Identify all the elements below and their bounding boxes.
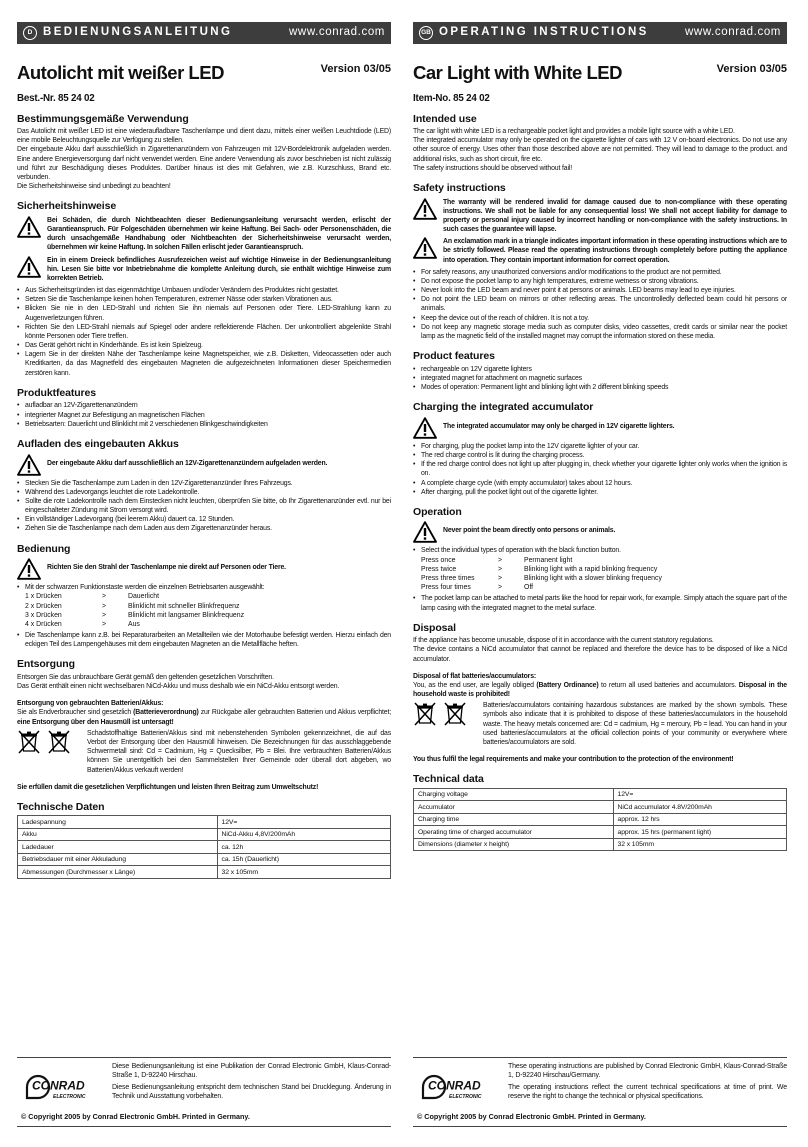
- warning-triangle-icon: [413, 521, 437, 543]
- footer-english: [413, 1057, 787, 1127]
- document-title: Car Light with White LED: [413, 62, 622, 83]
- table-row: [414, 788, 787, 801]
- operation-modes: [421, 556, 787, 593]
- operation-mode-row: [421, 583, 787, 592]
- language-flag-icon: GB: [419, 26, 433, 40]
- heading-operation: Bedienung: [17, 542, 71, 555]
- text-span: zur Rückgabe aller gebrauchten Batterien und Akkus verpflichtet;: [200, 709, 391, 717]
- table-cell: ca. 12h: [217, 841, 390, 854]
- table-row: [414, 801, 787, 814]
- list-item: • Select the individual types of operation with the black function button.: [413, 546, 787, 555]
- mode-arrow: >: [498, 556, 503, 564]
- warning-triangle-icon: [17, 454, 41, 476]
- features-list: [17, 401, 391, 429]
- list-item: • Richten Sie den LED-Strahl niemals auf Spiegel oder andere reflektierende Flächen. Der unkontrolliert abgelenkte Strahl könnte Personen oder Tiere treffen.: [17, 323, 391, 341]
- footer-text: Diese Bedienungsanleitung ist eine Publikation der Conrad Electronic GmbH, Klaus-Conrad-Straße 1, D-92240 Hirschau.: [112, 1063, 391, 1080]
- heading-technical-data: Technische Daten: [17, 800, 105, 813]
- mode-value: Blinking light with a rapid blinking frequency: [524, 565, 658, 573]
- text-span: to return all used batteries and accumulators.: [601, 681, 737, 689]
- list-item: • Do not keep any magnetic storage media such as computer disks, video cassettes, credit cards or similar near the pocket lamp as the magnetic field of the installed magnet may corrupt the information stored on these media.: [413, 323, 787, 341]
- paragraph: Batteries/accumulators containing hazardous substances are marked by the shown symbols. These symbols also indicate that it is prohibited to dispose of these batteries/accumulators in the household waste. The heavy metals concerned are: Cd = cadmium, Hg = mercury, Pb = lead. You can hand in your used batteries/accumulators at the official collection points of your community or everywhere where batteries/accumulators are sold.: [483, 702, 787, 746]
- table-cell: Betriebsdauer mit einer Akkuladung: [18, 853, 218, 866]
- battery-disposal-heading: Disposal of flat batteries/accumulators:: [413, 672, 537, 680]
- text-span: Sie als Endverbraucher sind gesetzlich: [17, 709, 132, 717]
- list-item: • Setzen Sie die Taschenlampe keinen hohen Temperaturen, extremer Nässe oder starken Vibrationen aus.: [17, 295, 391, 304]
- warning-text: An exclamation mark in a triangle indicates important information in these operating instructions which are to be strictly followed. Please read the operating instructions through completely before putting the appliance into operation. They contain important information for correct operation.: [443, 238, 787, 264]
- mode-arrow: >: [102, 611, 107, 619]
- version-label: Version 03/05: [320, 63, 391, 75]
- operation-modes: [25, 592, 391, 629]
- list-item: • Ein vollständiger Ladevorgang (bei leerem Akku) dauert ca. 12 Stunden.: [17, 515, 391, 524]
- footer-german: [17, 1057, 391, 1127]
- table-row: [18, 853, 391, 866]
- table-row: [414, 838, 787, 851]
- table-row: [414, 826, 787, 839]
- warning-text: Ein in einem Dreieck befindliches Ausrufezeichen weist auf wichtige Hinweise in der Bedienungsanleitung hin. Lesen Sie bitte vor Inbetriebnahme die komplette Anleitung durch, sie enthält wichtige Hinweise zum korrekten Betrieb.: [47, 256, 391, 282]
- list-item: • rechargeable on 12V cigarette lighters: [413, 365, 787, 374]
- conrad-logo: [413, 1062, 508, 1112]
- paragraph: Der eingebaute Akku darf ausschließlich in Zigarettenanzündern von Fahrzeugen mit 12V-Bordelektronik aufgeladen werden. Eine andere Energieversorgung darf nicht verwendet werden. Eine andere Verwendung als zuvor beschrieben ist nicht zulässig und führt zur Beschädigung dieses Produktes. Darüber hinaus ist dies mit Gefahren, wie z.B. Kurzschluss, Brand etc. verbunden.: [17, 146, 391, 181]
- operation-mode-row: [25, 611, 391, 620]
- operation-mode-row: [25, 620, 391, 629]
- svg-text:CONRAD: CONRAD: [31, 1078, 85, 1093]
- table-cell: ca. 15h (Dauerlicht): [217, 853, 390, 866]
- item-number: Best.-Nr. 85 24 02: [17, 92, 95, 104]
- paragraph: The car light with white LED is a rechargeable pocket light and provides a mobile light source with a white LED.: [413, 128, 735, 136]
- mode-value: Permanent light: [524, 556, 573, 564]
- crossed-bin-icon: [413, 701, 437, 727]
- list-item: • For charging, plug the pocket lamp into the 12V cigarette lighter of your car.: [413, 442, 787, 451]
- closing-statement: You thus fulfil the legal requirements and make your contribution to the protection of the environment!: [413, 756, 734, 764]
- tech-data-table: [17, 815, 391, 879]
- heading-safety: Sicherheitshinweise: [17, 200, 117, 213]
- table-cell: Accumulator: [414, 801, 614, 814]
- list-item: • Während des Ladevorgangs leuchtet die rote Ladekontrolle.: [17, 488, 391, 497]
- list-item: • Lagern Sie in der direkten Nähe der Taschenlampe keine Magnetspeicher, wie z.B. Disketten, Videocassetten oder auch Kreditkarten, da das Magnetfeld des eingebauten Magneten die aufgezeichneten Informationen dieser Speichermedien zerstören kann.: [17, 350, 391, 378]
- table-cell: Dimensions (diameter x height): [414, 838, 614, 851]
- list-item: • The pocket lamp can be attached to metal parts like the hood for repair work, for example. Simply attach the square part of the lamp casing with the integrated magnet to the metal surface.: [413, 594, 787, 612]
- heading-operation: Operation: [413, 505, 462, 518]
- list-item: • Aus Sicherheitsgründen ist das eigenmächtige Umbauen und/oder Verändern des Produktes nicht gestattet.: [17, 286, 391, 295]
- list-item: • Betriebsarten: Dauerlicht und Blinklicht mit 2 verschiedenen Blinkgeschwindigkeiten: [17, 420, 391, 429]
- mode-value: Off: [524, 584, 534, 592]
- mode-value: Aus: [128, 620, 140, 628]
- list-item: • Do not point the LED beam on mirrors or other reflecting areas. The uncontrolledly deflected beam could hit persons or animals.: [413, 295, 787, 313]
- mode-arrow: >: [102, 602, 107, 610]
- list-item: • Sollte die rote Ladekontrolle nach dem Einstecken nicht leuchten, überprüfen Sie bitte, ob Ihr Zigarettenanzünder evtl. nur bei eingeschalteter Zündung mit Strom versorgt wird.: [17, 497, 391, 515]
- list-item: • If the red charge control does not light up after plugging in, check whether your cigarette lighter only works when the ignition is on.: [413, 460, 787, 478]
- table-row: [18, 816, 391, 829]
- paragraph: [413, 681, 787, 699]
- table-row: [18, 828, 391, 841]
- paragraph: [17, 708, 391, 726]
- crossed-bin-icon: [443, 701, 467, 727]
- svg-text:CONRAD: CONRAD: [427, 1078, 481, 1093]
- header-band: [413, 22, 787, 44]
- table-cell: approx. 12 hrs: [613, 813, 786, 826]
- mode-arrow: >: [102, 593, 107, 601]
- mode-key: Press four times: [421, 584, 471, 592]
- features-list: [413, 365, 787, 393]
- warning-text: The warranty will be rendered invalid for damage caused due to non-compliance with these operating instructions. We shall not be liable for any consequential loss! We shall not accept liability for damage to property or personal injury caused by incorrect handling or non-compliance with the safety instructions. In such cases the guarantee will lapse.: [443, 198, 787, 234]
- crossed-bin-icon: [47, 729, 71, 755]
- mode-arrow: >: [102, 620, 107, 628]
- list-item: • For safety reasons, any unauthorized conversions and/or modifications to the product are not permitted.: [413, 268, 787, 277]
- heading-intended-use: Intended use: [413, 112, 477, 125]
- operation-mode-row: [421, 574, 787, 583]
- svg-text:ELECTRONIC: ELECTRONIC: [52, 1094, 85, 1100]
- list-item: • Ziehen Sie die Taschenlampe nach dem Laden aus dem Zigarettenanzünder heraus.: [17, 524, 391, 533]
- footer-text: The operating instructions reflect the current technical specifications at time of print. We reserve the right to change the technical or physical specifications.: [508, 1083, 787, 1100]
- conrad-logo: [17, 1062, 112, 1112]
- text-span: Disposal in the household waste is prohibited!: [413, 681, 787, 699]
- heading-charging: Aufladen des eingebauten Akkus: [17, 437, 179, 450]
- warning-triangle-icon: [413, 417, 437, 439]
- charging-list: [413, 442, 787, 497]
- table-cell: 12V=: [217, 816, 390, 829]
- heading-intended-use: Bestimmungsgemäße Verwendung: [17, 112, 189, 125]
- heading-disposal: Disposal: [413, 621, 456, 634]
- heading-safety: Safety instructions: [413, 181, 506, 194]
- footer-text: These operating instructions are published by Conrad Electronic GmbH, Klaus-Conrad-Straße 1, D-92240 Hirschau/Germany.: [508, 1063, 787, 1080]
- table-cell: 32 x 105mm: [613, 838, 786, 851]
- tech-data-table: [413, 788, 787, 852]
- language-flag-icon: D: [23, 26, 37, 40]
- heading-charging: Charging the integrated accumulator: [413, 401, 594, 414]
- list-item: • Do not expose the pocket lamp to any high temperatures, extreme wetness or strong vibrations.: [413, 277, 787, 286]
- table-cell: 12V=: [613, 788, 786, 801]
- table-cell: NiCd-Akku 4,8V/200mAh: [217, 828, 390, 841]
- mode-key: Press three times: [421, 574, 475, 582]
- band-title: OPERATING INSTRUCTIONS: [439, 26, 649, 39]
- footer-text: Diese Bedienungsanleitung entspricht dem technischen Stand bei Drucklegung. Änderung in Technik und Ausstattung vorbehalten.: [112, 1083, 391, 1100]
- operation-mode-row: [421, 565, 787, 574]
- column-english: [413, 22, 787, 851]
- mode-key: Press once: [421, 556, 456, 564]
- charging-list: [17, 479, 391, 534]
- crossed-bin-icon: [17, 729, 41, 755]
- text-span: You, as the end user, are legally obliged: [413, 681, 534, 689]
- table-cell: Operating time of charged accumulator: [414, 826, 614, 839]
- copyright: © Copyright 2005 by Conrad Electronic GmbH. Printed in Germany.: [417, 1112, 646, 1122]
- warning-text: Richten Sie den Strahl der Taschenlampe nie direkt auf Personen oder Tiere.: [47, 564, 286, 572]
- list-item: • Blicken Sie nie in den LED-Strahl und richten Sie ihn niemals auf Personen oder Tiere. LED-Strahlung kann zu Augenverletzungen führen.: [17, 304, 391, 322]
- document-title: Autolicht mit weißer LED: [17, 62, 224, 83]
- warning-triangle-icon: [17, 558, 41, 580]
- list-item: • Mit der schwarzen Funktionstaste werden die einzelnen Betriebsarten ausgewählt:: [17, 583, 391, 592]
- band-title: BEDIENUNGSANLEITUNG: [43, 26, 233, 39]
- mode-value: Dauerlicht: [128, 593, 160, 601]
- column-german: [17, 22, 391, 879]
- paragraph: Die Sicherheitshinweise sind unbedingt zu beachten!: [17, 183, 171, 191]
- paragraph: Das Gerät enthält einen nicht wechselbaren NiCd-Akku und muss deshalb wie ein NiCd-Akku entsorgt werden.: [17, 683, 340, 691]
- operation-list: [413, 546, 787, 555]
- item-number: Item-No. 85 24 02: [413, 92, 490, 104]
- warning-triangle-icon: [413, 237, 437, 259]
- table-cell: Abmessungen (Durchmesser x Länge): [18, 866, 218, 879]
- list-item: • After charging, pull the pocket light out of the cigarette lighter.: [413, 488, 787, 497]
- table-cell: NiCd accumulator 4.8V/200mAh: [613, 801, 786, 814]
- operation-mode-row: [421, 556, 787, 565]
- mode-arrow: >: [498, 584, 503, 592]
- list-item: • A complete charge cycle (with empty accumulator) takes about 12 hours.: [413, 479, 787, 488]
- text-span: (Battery Ordinance): [536, 681, 599, 689]
- list-item: • integrierter Magnet zur Befestigung an magnetischen Flächen: [17, 411, 391, 420]
- safety-list: [17, 286, 391, 378]
- list-item: • Keep the device out of the reach of children. It is not a toy.: [413, 314, 787, 323]
- list-item: • The red charge control is lit during the charging process.: [413, 451, 787, 460]
- website-url[interactable]: www.conrad.com: [289, 26, 385, 39]
- closing-statement: Sie erfüllen damit die gesetzlichen Verpflichtungen und leisten Ihren Beitrag zum Umweltschutz!: [17, 783, 319, 791]
- mode-key: 1 x Drücken: [25, 593, 62, 601]
- list-item: • aufladbar an 12V-Zigarettenanzündern: [17, 401, 391, 410]
- operation-mode-row: [25, 602, 391, 611]
- list-item: • integrated magnet for attachment on magnetic surfaces: [413, 374, 787, 383]
- heading-disposal: Entsorgung: [17, 658, 75, 671]
- text-span: (Batterieverordnung): [133, 709, 199, 717]
- table-row: [18, 866, 391, 879]
- version-label: Version 03/05: [716, 63, 787, 75]
- warning-triangle-icon: [413, 198, 437, 220]
- list-item: • Stecken Sie die Taschenlampe zum Laden in den 12V-Zigarettenanzünder Ihres Fahrzeugs.: [17, 479, 391, 488]
- list-item: • Modes of operation: Permanent light and blinking light with 2 different blinking speeds: [413, 383, 787, 392]
- table-row: [18, 841, 391, 854]
- mode-key: 4 x Drücken: [25, 620, 62, 628]
- mode-key: 2 x Drücken: [25, 602, 62, 610]
- paragraph: The device contains a NiCd accumulator that cannot be replaced and therefore the device has to be disposed of like a NiCd accumulator.: [413, 646, 787, 663]
- paragraph: Das Autolicht mit weißer LED ist eine wiederaufladbare Taschenlampe und dient dazu, mittels einer weißen Leuchtdiode (LED) eine mobile Beleuchtungsquelle zur Verfügung zu stellen.: [17, 128, 391, 145]
- heading-features: Product features: [413, 350, 495, 363]
- mode-value: Blinklicht mit schneller Blinkfrequenz: [128, 602, 240, 610]
- mode-arrow: >: [498, 574, 503, 582]
- paragraph: Schadstoffhaltige Batterien/Akkus sind mit nebenstehenden Symbolen gekennzeichnet, die auf das Verbot der Entsorgung über den Hausmüll hinweisen. Die Bezeichnungen für das ausschlaggebende Schwermetall sind: Cd = Cadmium, Hg = Quecksilber, Pb = Blei. Ihre verbrauchten Batterien/Akkus können Sie unentgeltlich bei den Sammelstellen Ihrer Gemeinde oder überall dort abgeben, wo Batterien/Akkus verkauft werden!: [87, 729, 391, 774]
- table-cell: Charging voltage: [414, 788, 614, 801]
- warning-text: Der eingebaute Akku darf ausschließlich an 12V-Zigarettenanzündern aufgeladen werden.: [47, 459, 328, 467]
- heading-technical-data: Technical data: [413, 773, 484, 786]
- paragraph: If the appliance has become unusable, dispose of it in accordance with the current statutory regulations.: [413, 637, 714, 645]
- conrad-logo-icon: [419, 1073, 503, 1101]
- table-row: [414, 813, 787, 826]
- mode-value: Blinklicht mit langsamer Blinkfrequenz: [128, 611, 245, 619]
- warning-text: The integrated accumulator may only be charged in 12V cigarette lighters.: [443, 422, 675, 430]
- paragraph: Entsorgen Sie das unbrauchbare Gerät gemäß den geltenden gesetzlichen Vorschriften.: [17, 673, 274, 681]
- table-cell: 32 x 105mm: [217, 866, 390, 879]
- text-span: eine Entsorgung über den Hausmüll ist untersagt!: [17, 718, 174, 726]
- header-band: [17, 22, 391, 44]
- list-item: • Die Taschenlampe kann z.B. bei Reparaturarbeiten an Metallteilen wie der Motorhaube befestigt werden. Hierzu einfach den eckigen Teil des Lampengehäuses mit dem eingebauten Magneten an die Metallfläche heften.: [17, 631, 391, 649]
- mode-key: Press twice: [421, 565, 457, 573]
- svg-text:ELECTRONIC: ELECTRONIC: [448, 1094, 481, 1100]
- heading-features: Produktfeatures: [17, 386, 97, 399]
- paragraph: The safety instructions should be observed without fail!: [413, 164, 572, 172]
- table-cell: Akku: [18, 828, 218, 841]
- copyright: © Copyright 2005 by Conrad Electronic GmbH. Printed in Germany.: [21, 1112, 250, 1122]
- list-item: • Never look into the LED beam and never point it at persons or animals. LED beams may lead to eye injuries.: [413, 286, 787, 295]
- warning-triangle-icon: [17, 216, 41, 238]
- list-item: • Das Gerät gehört nicht in Kinderhände. Es ist kein Spielzeug.: [17, 341, 391, 350]
- table-cell: Charging time: [414, 813, 614, 826]
- mode-arrow: >: [498, 565, 503, 573]
- table-cell: approx. 15 hrs (permanent light): [613, 826, 786, 839]
- website-url[interactable]: www.conrad.com: [685, 26, 781, 39]
- conrad-logo-icon: [23, 1073, 107, 1101]
- safety-list: [413, 268, 787, 341]
- warning-triangle-icon: [17, 256, 41, 278]
- mode-value: Blinking light with a slower blinking frequency: [524, 574, 662, 582]
- battery-disposal-heading: Entsorgung von gebrauchten Batterien/Akkus:: [17, 700, 164, 708]
- warning-text: Bei Schäden, die durch Nichtbeachten dieser Bedienungsanleitung verursacht werden, erlischt der Garantieanspruch. Für Folgeschäden übernehmen wir keine Haftung. Bei Sach- oder Personenschäden, die durch unsachgemäße Handhabung oder Nichtbeachten der Sicherheitshinweise verursacht werden, übernehmen wir keine Haftung. In solchen Fällen erlischt jeder Garantieanspruch.: [47, 216, 391, 252]
- table-cell: Ladedauer: [18, 841, 218, 854]
- warning-text: Never point the beam directly onto persons or animals.: [443, 527, 616, 535]
- mode-key: 3 x Drücken: [25, 611, 62, 619]
- paragraph: The integrated accumulator may only be operated on the cigarette lighter of cars with 12 V on-board electronics. Do not use any other source of energy. Uses other than those described above are not permitted. They will lead to damage to the product. and additional risks, such as short circuit, fire etc.: [413, 137, 787, 163]
- operation-list: [17, 583, 391, 592]
- table-cell: Ladespannung: [18, 816, 218, 829]
- operation-mode-row: [25, 592, 391, 601]
